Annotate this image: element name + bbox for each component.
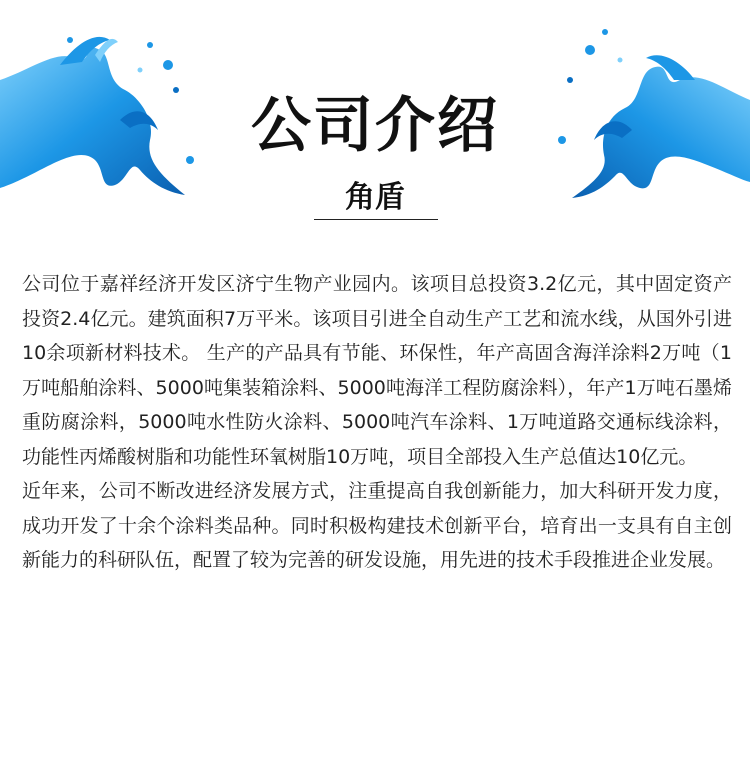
intro-paragraph: 公司位于嘉祥经济开发区济宁生物产业园内。该项目总投资3.2亿元，其中固定资产投资2.4亿元。建筑面积7万平米。该项目引进全自动生产工艺和流水线，从国外引进10余项新材料技术。 生产的产品具有节能、环保性，年产高固含海洋涂料2万吨（1万吨船舶涂料、5000吨集装箱涂料、5000吨海洋工程防腐涂料），年产1万吨石墨烯重防腐涂料，5000吨水性防火涂料、5000吨汽车涂料、1万吨道路交通标线涂料，功能性丙烯酸树脂和功能性环氧树脂10万吨，项目全部投入生产总值达10亿元。: [22, 273, 732, 468]
company-intro-body: [22, 267, 732, 578]
page-title: 公司介绍: [251, 91, 499, 161]
brand-subtitle: 角盾: [345, 180, 405, 215]
title-divider: [314, 219, 438, 220]
intro-paragraph: 近年来，公司不断改进经济发展方式，注重提高自我创新能力，加大科研开发力度，成功开发了十余个涂料类品种。同时积极构建技术创新平台，培育出一支具有自主创新能力的科研队伍，配置了较为完善的研发设施，用先进的技术手段推进企业发展。: [22, 480, 732, 571]
